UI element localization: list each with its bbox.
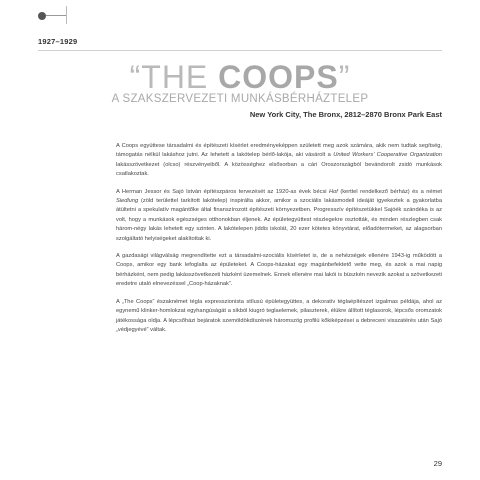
body-paragraph <box>116 188 442 244</box>
header-divider <box>38 50 442 51</box>
italic-term: United Workers’ Cooperative Organization <box>333 152 442 159</box>
text-run: A „The Coops” északnémet tégla expresszionista stílusú épületegyüttes, a dekoratív téglaépítészet izgalmas példája, ahol az egynemű klinker-homlokzat egyhangúságát a síkból kiugró teglaelemek, pilaszterek, élükre állított téglasorok, lépcsős oromzatok játékossága oldja. A lépcsőházi bejáratok szemöldökdíszének háromszög profilú kőkiképzései a debreceni visszatérés után Sajó „védjegyévé” váltak. <box>116 298 442 333</box>
page-title <box>0 60 480 94</box>
title-bold-word: COOPS <box>218 59 339 95</box>
text-run: A gazdasági világválság megrendítette ezt a társadalmi-szociális kísérletet is, de a nehézségek ellenére 1943-ig működött a Coops, amikor egy bank lefoglalta az épületeket. A Coops-házakat egy magánbefektető vette meg, és azok a mai napig bérházként, nem pedig lakásszövetkezeti házként üzemelnek. Ennek ellenére mai lakói is büszkén nevezik azokat a szövetkezeti eredetre utaló elnevezéssel „Coop-házaknak”. <box>116 253 442 288</box>
text-run: (kerttel rendelkező bérház) és a német <box>337 188 443 195</box>
body-paragraph <box>116 298 442 336</box>
text-run: (zöld területtel tarkított lakótelep) inspirálta akkor, amikor a szociális lakásmodell ideáját igyekeztek a gyakorlatba átültetni a spekulatív magántőke által finanszírozott építészeti környezetben. Progresszív építészetükkel Sajóék szándéka is az volt, hogy a munkások egészséges otthonokban éljenek. Az épületegyüttest részlegekre osztották, és minden részlegben csak három-négy lakás lehetett egy szinten. A lakótelepen jiddis iskolát, 20 ezer kötetes könyvtárat, előadótermeket, az alagsorban szolgáltató helyiségeket alakítottak ki. <box>116 198 442 242</box>
corner-rule <box>46 15 66 16</box>
body-text <box>116 142 442 343</box>
location-line: New York City, The Bronx, 2812–2870 Bronx Park East <box>249 110 442 119</box>
text-run: A Coops együttese társadalmi és építészeti kísérlet eredményeképpen született meg azok számára, akik nem tudtak segítség, támogatás nélkül lakáshoz jutni. Az lehetett a lakótelep bérlő-lakója, aki vásárolt a <box>116 143 442 159</box>
corner-bullet-icon <box>38 12 46 20</box>
body-paragraph <box>116 252 442 290</box>
italic-term: Siedlung <box>116 198 139 205</box>
title-close: ” <box>338 59 351 95</box>
text-run: A Herman Jessor és Sajó István építészpáros tervezését az 1920-as évek bécsi <box>116 188 330 195</box>
text-run: lakásszövetkezet (olcso) részvényeiből. A közösséghez elsősorban a cári Oroszországból bevándorolt zsidó munkások csatlakoztak. <box>116 161 442 178</box>
page-number: 29 <box>433 459 442 468</box>
italic-term: Hof <box>329 188 338 195</box>
title-open: “THE <box>129 59 209 95</box>
page-subtitle: A SZAKSZERVEZETI MUNKÁSBÉRHÁZTELEP <box>111 93 369 105</box>
body-paragraph <box>116 142 442 180</box>
corner-tick <box>66 6 67 24</box>
date-range: 1927–1929 <box>38 37 78 46</box>
